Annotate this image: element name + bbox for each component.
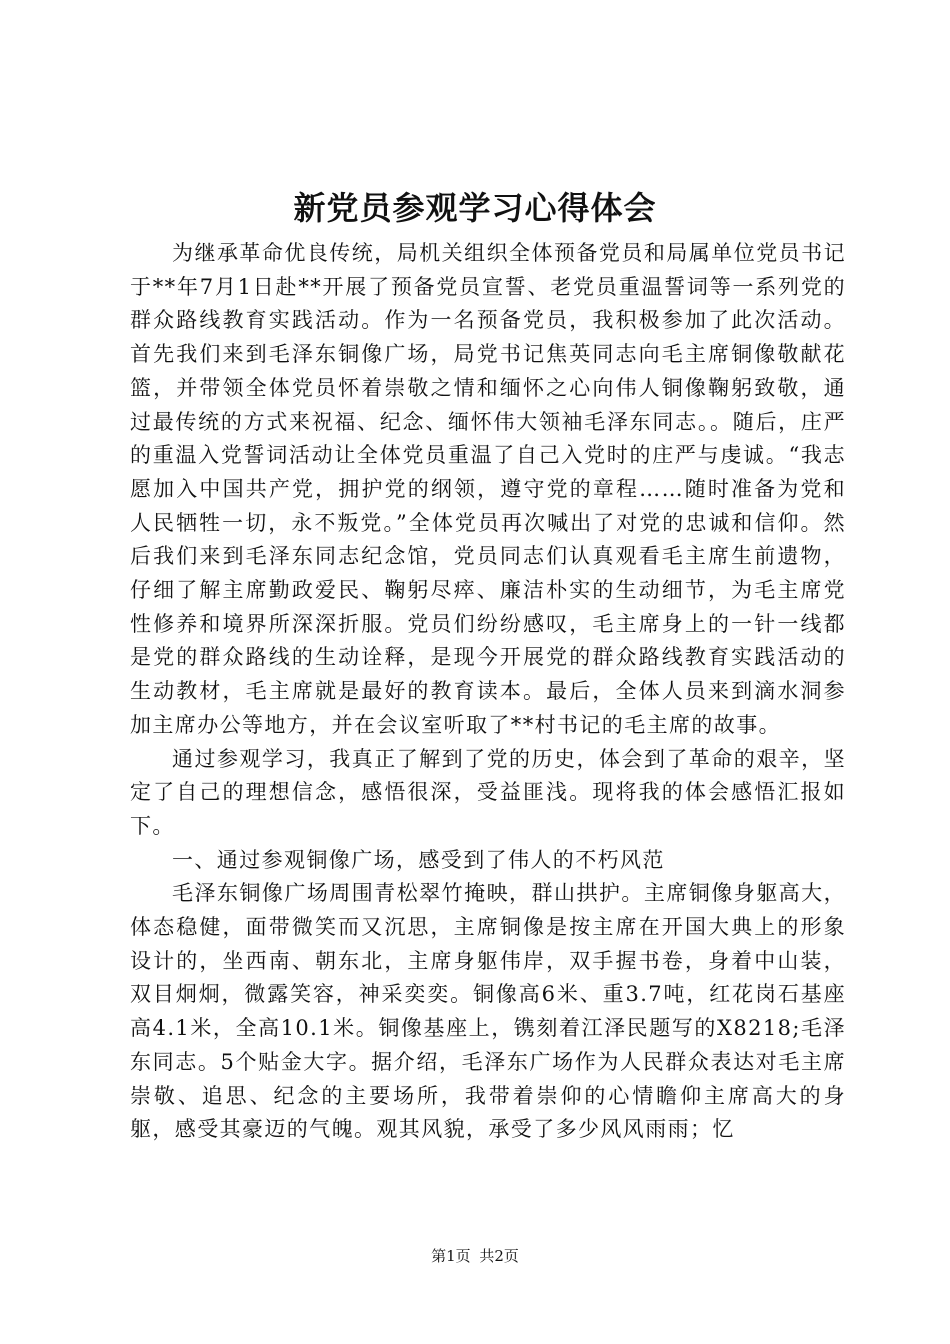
paragraph-2: 通过参观学习，我真正了解到了党的历史，体会到了革命的艰辛，坚定了自己的理想信念，感悟很深，受益匪浅。现将我的体会感悟汇报如下。 — [130, 746, 846, 838]
page-total: 共2页 — [479, 1247, 519, 1265]
page-footer — [0, 1246, 950, 1266]
page-number: 第1页 — [431, 1247, 471, 1265]
document-title: 新党员参观学习心得体会 — [293, 189, 657, 227]
paragraph-3: 毛泽东铜像广场周围青松翠竹掩映，群山拱护。主席铜像身躯高大，体态稳健，面带微笑而又沉思，主席铜像是按主席在开国大典上的形象设计的，坐西南、朝东北，主席身躯伟岸，双手握书卷，身着中山装，双目炯炯，微露笑容，神采奕奕。铜像高6米、重3.7吨，红花岗石基座高4.1米，全高10.1米。铜像基座上，镌刻着江泽民题写的X8218;毛泽东同志。5个贴金大字。据介绍，毛泽东广场作为人民群众表达对毛主席崇敬、追思、纪念的主要场所，我带着崇仰的心情瞻仰主席高大的身躯，感受其豪迈的气魄。观其风貌，承受了多少风风雨雨；忆 — [130, 881, 846, 1142]
paragraph-1: 为继承革命优良传统，局机关组织全体预备党员和局属单位党员书记于**年7月1日赴**开展了预备党员宣誓、老党员重温誓词等一系列党的群众路线教育实践活动。作为一名预备党员，我积极参加了此次活动。首先我们来到毛泽东铜像广场，局党书记焦英同志向毛主席铜像敬献花篮，并带领全体党员怀着崇敬之情和缅怀之心向伟人铜像鞠躬致敬，通过最传统的方式来祝福、纪念、缅怀伟大领袖毛泽东同志。。随后，庄严的重温入党誓词活动让全体党员重温了自己入党时的庄严与虔诚。“我志愿加入中国共产党，拥护党的纲领，遵守党的章程……随时准备为党和人民牺牲一切，永不叛党。”全体党员再次喊出了对党的忠诚和信仰。然后我们来到毛泽东同志纪念馆，党员同志们认真观看毛主席生前遗物，仔细了解主席勤政爱民、鞠躬尽瘁、廉洁朴实的生动细节，为毛主席党性修养和境界所深深折服。党员们纷纷感叹，毛主席身上的一针一线都是党的群众路线的生动诠释，是现今开展党的群众路线教育实践活动的生动教材，毛主席就是最好的教育读本。最后，全体人员来到滴水洞参加主席办公等地方，并在会议室听取了**村书记的毛主席的故事。 — [130, 241, 846, 737]
section-heading-1: 一、通过参观铜像广场，感受到了伟人的不朽风范 — [172, 847, 665, 872]
document-body — [130, 237, 846, 1147]
